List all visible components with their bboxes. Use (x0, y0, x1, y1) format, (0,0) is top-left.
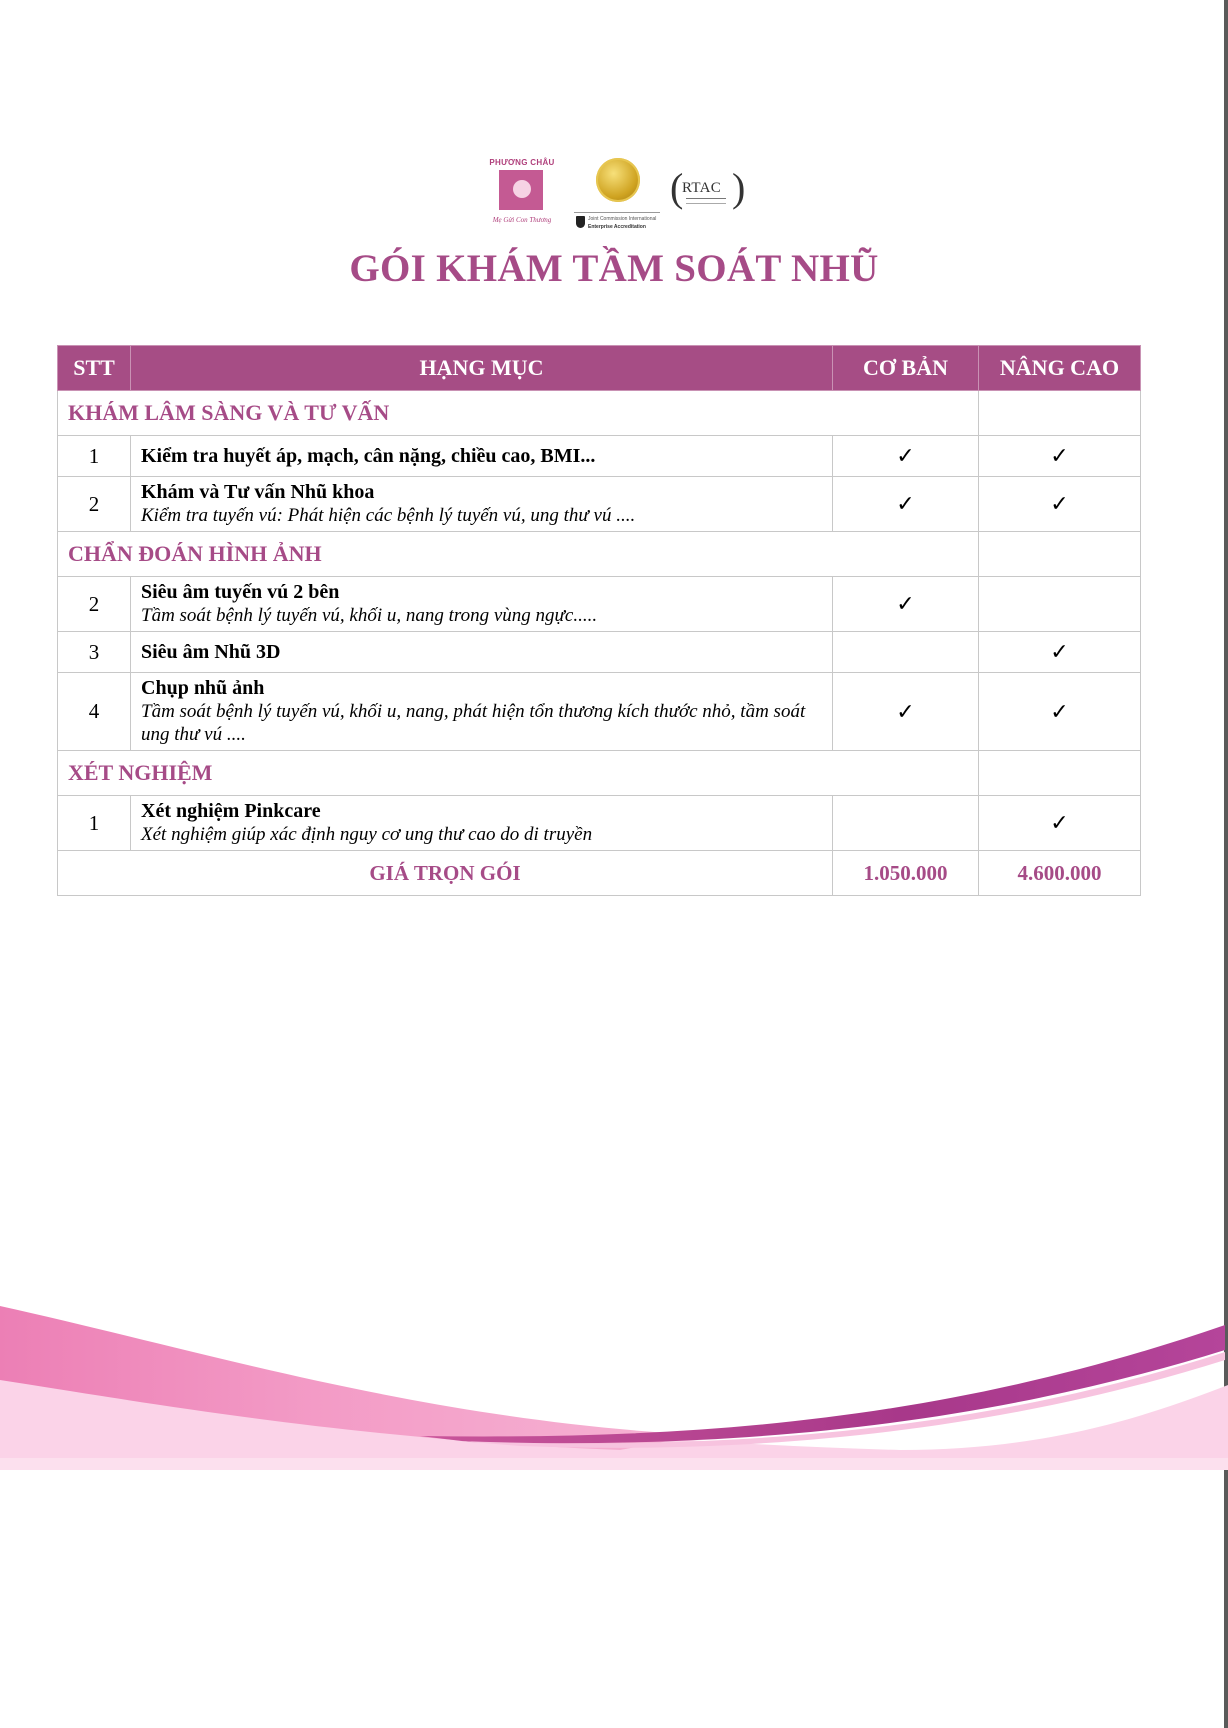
table-row (58, 477, 1141, 532)
total-label: GIÁ TRỌN GÓI (58, 851, 833, 896)
header-item: HẠNG MỤC (131, 346, 833, 391)
phuong-chau-mark-icon (499, 170, 543, 210)
phuong-chau-logo (486, 158, 558, 232)
basic-cell (833, 632, 979, 673)
row-number: 3 (58, 632, 131, 673)
wave-bottom-fill (0, 1458, 1228, 1470)
row-item (131, 632, 833, 673)
row-item (131, 436, 833, 477)
section-row (58, 751, 1141, 796)
table-header-row (58, 346, 1141, 391)
section-row (58, 532, 1141, 577)
check-icon: ✓ (896, 491, 915, 516)
check-icon: ✓ (1050, 491, 1069, 516)
page-title: GÓI KHÁM TẦM SOÁT NHŨ (349, 247, 879, 290)
item-name: Chụp nhũ ảnh (141, 677, 265, 699)
package-table (57, 345, 1141, 896)
section-title: CHẨN ĐOÁN HÌNH ẢNH (58, 532, 979, 577)
jci-line2: Enterprise Accreditation (588, 224, 646, 230)
row-item (131, 477, 833, 532)
item-name: Xét nghiệm Pinkcare (141, 800, 321, 822)
check-icon: ✓ (1050, 443, 1069, 468)
row-number: 1 (58, 796, 131, 851)
phuong-chau-tagline: Mẹ Gửi Con Thương (492, 216, 552, 224)
logo-bar (480, 152, 750, 232)
basic-cell (833, 436, 979, 477)
total-advanced-price: 4.600.000 (979, 851, 1141, 896)
check-icon: ✓ (896, 591, 915, 616)
table-row (58, 632, 1141, 673)
item-name: Khám và Tư vấn Nhũ khoa (141, 481, 375, 503)
jci-shield-icon (576, 216, 585, 228)
section-title: XÉT NGHIỆM (58, 751, 979, 796)
item-description: Tầm soát bệnh lý tuyến vú, khối u, nang, phát hiện tổn thương kích thước nhỏ, tầm soát ung thư vú .... (141, 701, 806, 745)
table-row (58, 796, 1141, 851)
row-number: 2 (58, 477, 131, 532)
advanced-cell (979, 577, 1141, 632)
basic-cell (833, 673, 979, 751)
basic-cell (833, 477, 979, 532)
check-icon: ✓ (896, 443, 915, 468)
section-empty-cell (979, 751, 1141, 796)
header-stt: STT (58, 346, 131, 391)
row-number: 4 (58, 673, 131, 751)
header-advanced: NÂNG CAO (979, 346, 1141, 391)
row-number: 1 (58, 436, 131, 477)
row-number: 2 (58, 577, 131, 632)
advanced-cell (979, 673, 1141, 751)
item-description: Kiểm tra tuyến vú: Phát hiện các bệnh lý tuyến vú, ung thư vú .... (141, 505, 636, 526)
row-item (131, 796, 833, 851)
item-name: Siêu âm Nhũ 3D (141, 640, 281, 663)
advanced-cell (979, 632, 1141, 673)
decorative-wave (0, 1290, 1228, 1470)
divider (574, 212, 660, 213)
advanced-cell (979, 436, 1141, 477)
advanced-cell (979, 796, 1141, 851)
total-row (58, 851, 1141, 896)
row-item (131, 673, 833, 751)
rtac-text: RTAC (682, 180, 722, 196)
jci-gold-seal-icon (596, 158, 640, 202)
phuong-chau-brand: PHƯƠNG CHÂU (489, 158, 555, 167)
rtac-logo: ( RTAC ) (670, 165, 746, 210)
row-item (131, 577, 833, 632)
total-basic-price: 1.050.000 (833, 851, 979, 896)
jci-line1: Joint Commission International (588, 216, 657, 222)
advanced-cell (979, 477, 1141, 532)
basic-cell (833, 796, 979, 851)
item-description: Tầm soát bệnh lý tuyến vú, khối u, nang trong vùng ngực..... (141, 605, 598, 626)
section-row (58, 391, 1141, 436)
item-name: Siêu âm tuyến vú 2 bên (141, 581, 340, 603)
header-basic: CƠ BẢN (833, 346, 979, 391)
check-icon: ✓ (896, 698, 915, 724)
table-row (58, 673, 1141, 751)
check-icon: ✓ (1050, 639, 1069, 664)
check-icon: ✓ (1050, 698, 1069, 724)
check-icon: ✓ (1050, 810, 1069, 835)
section-title: KHÁM LÂM SÀNG VÀ TƯ VẤN (58, 391, 979, 436)
jci-accreditation-logo (572, 158, 662, 232)
table-row (58, 436, 1141, 477)
basic-cell (833, 577, 979, 632)
section-empty-cell (979, 391, 1141, 436)
table-body (58, 391, 1141, 896)
item-description: Xét nghiệm giúp xác định nguy cơ ung thư cao do di truyền (141, 824, 593, 845)
section-empty-cell (979, 532, 1141, 577)
table-row (58, 577, 1141, 632)
item-name: Kiểm tra huyết áp, mạch, cân nặng, chiều cao, BMI... (141, 444, 596, 467)
